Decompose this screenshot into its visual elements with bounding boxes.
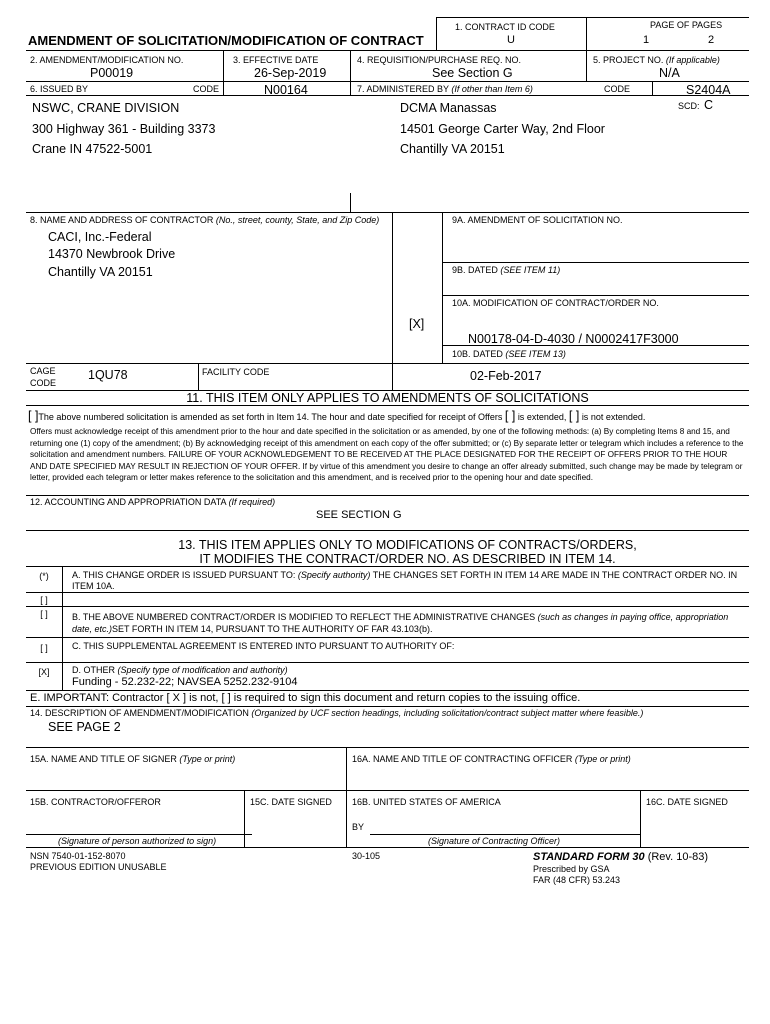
requisition-value: See Section G <box>432 66 513 80</box>
nsn-number: NSN 7540-01-152-8070 <box>30 851 126 861</box>
form-code: 30-105 <box>352 851 381 861</box>
important-notice: E. IMPORTANT: Contractor [ X ] is not, [ ] is required to sign this document and return copies to the issuing office. <box>30 692 581 704</box>
modification-contract-label: 10A. MODIFICATION OF CONTRACT/ORDER NO. <box>452 298 659 308</box>
admin-code-label: CODE <box>604 84 631 94</box>
page-number: 1 <box>643 34 650 46</box>
rule <box>26 530 749 531</box>
item13c-mark: [ ] <box>40 643 48 653</box>
admin-line-2: 14501 George Carter Way, 2nd Floor <box>400 122 605 136</box>
dated-10b-value: 02-Feb-2017 <box>470 369 542 383</box>
rule <box>26 405 749 406</box>
item11-line: [ ]The above numbered solicitation is amended as set forth in Item 14. The hour and date specified for receipt of Offers [ ] is extended, [ ] is not extended. <box>28 409 646 423</box>
rule <box>436 17 437 50</box>
officer-signature-caption: (Signature of Contracting Officer) <box>428 836 561 846</box>
issuer-line-2: 300 Highway 361 - Building 3373 <box>32 122 216 136</box>
item11-title: 11. THIS ITEM ONLY APPLIES TO AMENDMENTS OF SOLICITATIONS <box>186 391 589 405</box>
rule <box>586 50 587 81</box>
signature-rule <box>370 834 640 835</box>
by-label: BY <box>352 822 365 832</box>
rule <box>26 690 749 691</box>
rule <box>26 81 749 82</box>
item11-paragraph: Offers must acknowledge receipt of this amendment prior to the hour and date specified in the solicitation or as amended, by one of the following methods: (a) By completing Items 8 and 15, and returning one (1) copy of the amendment; (b) By acknowledging receipt of this amendment on each copy of the offer submitted; or (c) By separate letter or telegram which includes a reference to the solicitation and amendment numbers. FAILURE OF YOUR ACKNOWLEDGEMENT TO BE RECEIVED AT THE PLACE DESIGNATED FOR THE RECEIPT OF OFFERS PRIOR TO THE HOUR AND DATE SPECIFIED MAY RESULT IN REJECTION OF YOUR OFFER. If by virtue of this amendment you desire to change an offer already submitted, such change may be made by telegram or letter, provided each telegram or letter makes reference to the solicitation and this amendment, and is received prior to the opening hour and date specified. <box>30 427 744 482</box>
rule <box>652 81 653 95</box>
rule <box>26 747 749 748</box>
contractor-offeror-label: 15B. CONTRACTOR/OFFEROR <box>30 797 161 807</box>
item13-blank-mark: [ ] <box>40 595 48 605</box>
rule <box>26 592 749 593</box>
rule <box>350 193 351 212</box>
rule <box>223 81 224 95</box>
modification-check: [X] <box>409 317 425 331</box>
rule <box>392 212 393 390</box>
issuer-line-3: Crane IN 47522-5001 <box>32 142 153 156</box>
contractor-signature-caption: (Signature of person authorized to sign) <box>58 836 217 846</box>
cage-label-2: CODE <box>30 378 57 388</box>
rule <box>436 17 749 18</box>
form-title: AMENDMENT OF SOLICITATION/MODIFICATION OF CONTRACT <box>28 33 424 48</box>
rule <box>26 95 749 96</box>
accounting-value: SEE SECTION G <box>316 509 402 521</box>
rule <box>26 495 749 496</box>
issuer-line-1: NSWC, CRANE DIVISION <box>32 101 180 115</box>
page-total: 2 <box>708 34 715 46</box>
rule <box>26 637 749 638</box>
standard-form: STANDARD FORM 30 (Rev. 10-83) <box>533 851 709 863</box>
contractor-line-3: Chantilly VA 20151 <box>48 265 153 279</box>
item13a-mark: (*) <box>39 571 49 581</box>
rule <box>26 212 749 213</box>
code-label: CODE <box>193 84 220 94</box>
amendment-no-label: 2. AMENDMENT/MODIFICATION NO. <box>30 55 184 65</box>
item13-title-2: IT MODIFIES THE CONTRACT/ORDER NO. AS DESCRIBED IN ITEM 14. <box>199 552 616 566</box>
accounting-label: 12. ACCOUNTING AND APPROPRIATION DATA (If required) <box>30 497 276 507</box>
admin-line-1: DCMA Manassas <box>400 101 497 115</box>
rule <box>442 212 443 363</box>
cage-label-1: CAGE <box>30 366 56 376</box>
amendment-no-value: P00019 <box>90 66 134 80</box>
rule <box>442 295 749 296</box>
item13c-text: C. THIS SUPPLEMENTAL AGREEMENT IS ENTERED INTO PURSUANT TO AUTHORITY OF: <box>72 641 455 651</box>
administered-by-label: 7. ADMINISTERED BY (If other than Item 6) <box>357 84 533 94</box>
item13d-mark: [X] <box>38 667 50 677</box>
rule <box>62 566 63 690</box>
item13-title-1: 13. THIS ITEM APPLIES ONLY TO MODIFICATIONS OF CONTRACTS/ORDERS, <box>178 538 637 552</box>
cage-code-value: 1QU78 <box>88 368 128 382</box>
page-of-pages-label: PAGE OF PAGES <box>650 20 723 30</box>
requisition-label: 4. REQUISITION/PURCHASE REQ. NO. <box>357 55 522 65</box>
rule <box>244 790 245 847</box>
modification-contract-value: N00178-04-D-4030 / N0002417F3000 <box>468 332 679 346</box>
effective-date-label: 3. EFFECTIVE DATE <box>233 55 319 65</box>
admin-line-3: Chantilly VA 20151 <box>400 142 505 156</box>
rule <box>586 17 587 50</box>
project-no-value: N/A <box>659 66 680 80</box>
item13d-value: Funding - 52.232-22; NAVSEA 5252.232-9104 <box>72 676 298 688</box>
previous-edition-note: PREVIOUS EDITION UNUSABLE <box>30 862 167 872</box>
rule <box>26 606 749 607</box>
rule <box>26 50 749 51</box>
contractor-date-label: 15C. DATE SIGNED <box>250 797 332 807</box>
signature-rule <box>26 834 252 835</box>
item13d-text: D. OTHER (Specify type of modification and authority) <box>72 665 288 675</box>
item13b-text: B. THE ABOVE NUMBERED CONTRACT/ORDER IS MODIFIED TO REFLECT THE ADMINISTRATIVE CHANGES (such as changes in paying office, appropriation date, etc.)SET FORTH IN ITEM 14, PURSUANT TO THE AUTHORITY OF FAR 43.103(b). <box>72 612 729 634</box>
facility-code-label: FACILITY CODE <box>202 367 270 377</box>
contractor-line-1: CACI, Inc.-Federal <box>48 230 152 244</box>
rule <box>26 706 749 707</box>
rule <box>442 262 749 263</box>
rule <box>26 363 749 364</box>
admin-code-value: S2404A <box>686 83 731 97</box>
rule <box>26 566 749 567</box>
signer-name-label: 15A. NAME AND TITLE OF SIGNER (Type or print) <box>30 754 236 764</box>
issued-by-label: 6. ISSUED BY <box>30 84 89 94</box>
description-label: 14. DESCRIPTION OF AMENDMENT/MODIFICATION (Organized by UCF section headings, including solicitation/contract subject matter where feasible.) <box>30 708 644 718</box>
usa-label: 16B. UNITED STATES OF AMERICA <box>352 797 501 807</box>
dated-10b-label: 10B. DATED (SEE ITEM 13) <box>452 349 566 359</box>
issued-code-value: N00164 <box>264 83 308 97</box>
officer-date-label: 16C. DATE SIGNED <box>646 797 728 807</box>
officer-name-label: 16A. NAME AND TITLE OF CONTRACTING OFFICER (Type or print) <box>352 754 631 764</box>
contract-id-value: U <box>507 34 515 46</box>
far-reference: FAR (48 CFR) 53.243 <box>533 875 621 885</box>
rule <box>346 747 347 847</box>
prescribed-by: Prescribed by GSA <box>533 864 610 874</box>
contract-id-label: 1. CONTRACT ID CODE <box>455 22 555 32</box>
description-value: SEE PAGE 2 <box>48 720 121 734</box>
scd: SCD: C <box>678 98 713 112</box>
rule <box>198 363 199 390</box>
contractor-line-2: 14370 Newbrook Drive <box>48 247 176 261</box>
effective-date-value: 26-Sep-2019 <box>254 66 327 80</box>
amendment-solicitation-label: 9A. AMENDMENT OF SOLICITATION NO. <box>452 215 623 225</box>
dated-9b-label: 9B. DATED (SEE ITEM 11) <box>452 265 561 275</box>
rule <box>26 847 749 848</box>
item13a-text: A. THIS CHANGE ORDER IS ISSUED PURSUANT TO: (Specify authority) THE CHANGES SET FORTH IN ITEM 14 ARE MADE IN THE CONTRACT ORDER NO. IN ITEM 10A. <box>72 570 738 591</box>
contractor-label: 8. NAME AND ADDRESS OF CONTRACTOR (No., street, county, State, and Zip Code) <box>30 215 380 225</box>
rule <box>26 662 749 663</box>
project-no-label: 5. PROJECT NO. (If applicable) <box>593 55 720 65</box>
rule <box>350 50 351 95</box>
rule <box>640 790 641 847</box>
item13b-mark: [ ] <box>40 609 48 619</box>
